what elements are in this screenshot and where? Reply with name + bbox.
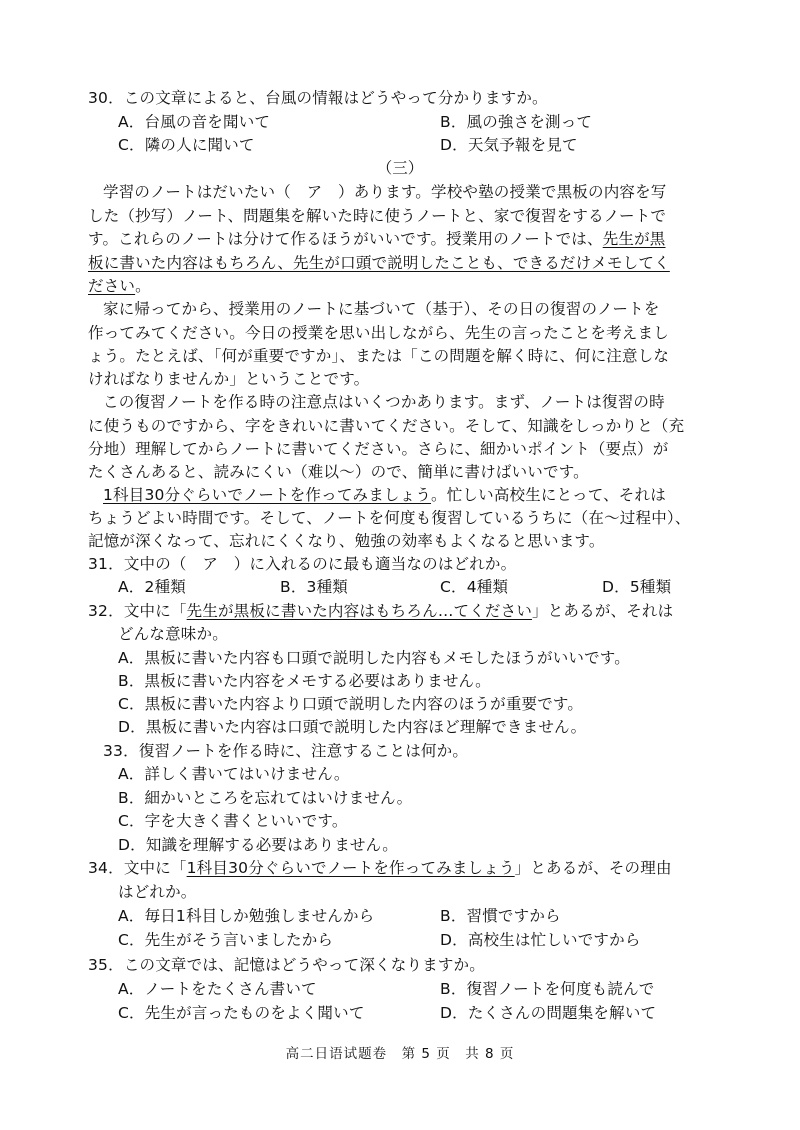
question-31-option-b: B．3種類 — [280, 578, 348, 596]
question-31-option-d: D．5種類 — [602, 578, 672, 596]
question-34-stem-line-2: はどれか。 — [118, 883, 197, 901]
passage-line — [88, 228, 666, 250]
passage-line — [88, 275, 151, 297]
question-34-option-a: A．毎日1科目しか勉強しませんから — [118, 907, 375, 925]
question-35-stem: 35．この文章では、記憶はどうやって深くなりますか。 — [88, 956, 485, 974]
question-30-option-a: A．台風の音を聞いて — [118, 113, 271, 131]
question-35-option-a: A．ノートをたくさん書いて — [118, 980, 317, 998]
passage-line: ちょうどよい時間です。そして、ノートを何度も復習しているうちに（在～过程中）、 — [88, 509, 691, 527]
question-35-option-c: C．先生が言ったものをよく聞いて — [118, 1004, 365, 1022]
question-35-option-d: D．たくさんの問題集を解いて — [440, 1004, 657, 1022]
question-30-option-b: B．風の強さを測って — [440, 113, 593, 131]
underlined-passage-text: ださい — [88, 277, 136, 295]
passage-line: たくさんあると、読みにくい（难以～）ので、簡単に書けばいいです。 — [88, 463, 589, 481]
passage-line: ければなりませんか」ということです。 — [88, 370, 370, 388]
question-33-option-c: C．字を大きく書くといいです。 — [118, 812, 348, 830]
question-34-option-d: D．高校生は忙しいですから — [440, 931, 641, 949]
page-footer: 高二日语试题卷 第 5 页 共 8 页 — [285, 1046, 515, 1062]
passage-line: この復習ノートを作る時の注意点はいくつかあります。まず、ノートは復習の時 — [103, 393, 665, 411]
question-text: 」とあるが、それは — [532, 602, 674, 620]
passage-line: 学習のノートはだいたい（ ア ）あります。学校や塾の授業で黒板の内容を写 — [103, 183, 667, 201]
passage-line: 記憶が深くなって、忘れにくくなり、勉強の効率もよくなると思います。 — [88, 532, 605, 550]
question-34-option-b: B．習慣ですから — [440, 907, 561, 925]
passage-3-heading: （三） — [376, 159, 424, 177]
passage-text: 。 — [135, 277, 151, 295]
question-text: 」とあるが、その理由 — [514, 859, 672, 877]
question-32-option-a: A．黒板に書いた内容も口頭で説明した内容もメモしたほうがいいです。 — [118, 649, 630, 667]
passage-line: 家に帰ってから、授業用のノートに基づいて（基于）、その日の復習のノートを — [103, 300, 660, 318]
passage-line — [103, 484, 666, 506]
underlined-passage-text: 先生が黒 — [602, 230, 666, 248]
question-32-stem — [88, 600, 673, 622]
passage-line: した（抄写）ノート、問題集を解いた時に使うノートと、家で復習をするノートで — [88, 207, 667, 225]
question-32-option-d: D．黒板に書いた内容は口頭で説明した内容ほど理解できません。 — [118, 718, 587, 736]
passage-line: 分地）理解してからノートに書いてください。さらに、細かいポイント（要点）が — [88, 440, 669, 458]
question-32-option-b: B．黒板に書いた内容をメモする必要はありません。 — [118, 672, 491, 690]
question-31-stem: 31．文中の（ ア ）に入れるのに最も適当なのはどれか。 — [88, 555, 517, 573]
passage-line: に使うものですから、字をきれいに書いてください。そして、知識をしっかりと（充 — [88, 417, 685, 435]
underlined-quote: 1科目30分ぐらいでノートを作ってみましょう — [186, 859, 515, 877]
question-34-option-c: C．先生がそう言いましたから — [118, 931, 334, 949]
question-30-stem: 30．この文章によると、台風の情報はどうやって分かりますか。 — [88, 89, 548, 107]
question-30-option-d: D．天気予報を見て — [440, 136, 578, 154]
question-35-option-b: B．復習ノートを何度も読んで — [440, 980, 655, 998]
passage-line: 作ってみてください。今日の授業を思い出しながら、先生の言ったことを考えまし — [88, 324, 669, 342]
underlined-passage-line: 板に書いた内容はもちろん、先生が口頭で説明したことも、できるだけメモしてく — [88, 254, 670, 272]
passage-line: ょう。たとえば、「何が重要ですか」、または「この問題を解く時に、何に注意しな — [88, 347, 670, 365]
question-34-stem — [88, 857, 672, 879]
underlined-passage-text: 1科目30分ぐらいでノートを作ってみましょう — [103, 486, 432, 504]
question-32-option-c: C．黒板に書いた内容より口頭で説明した内容のほうが重要です。 — [118, 695, 584, 713]
question-33-option-b: B．細かいところを忘れてはいけません。 — [118, 789, 413, 807]
passage-text: す。これらのノートは分けて作るほうがいいです。授業用のノートでは、 — [88, 230, 603, 248]
question-31-option-a: A．2種類 — [118, 578, 186, 596]
question-text: 32．文中に「 — [88, 602, 187, 620]
question-32-stem-line-2: どんな意味か。 — [118, 625, 228, 643]
question-33-option-a: A．詳しく書いてはいけません。 — [118, 765, 350, 783]
passage-text: 。忙しい高校生にとって、それは — [431, 486, 666, 504]
question-33-stem: 33．復習ノートを作る時に、注意することは何か。 — [103, 742, 469, 760]
question-text: 34．文中に「 — [88, 859, 187, 877]
question-30-option-c: C．隣の人に聞いて — [118, 136, 255, 154]
underlined-quote: 先生が黒板に書いた内容はもちろん…てください — [186, 602, 533, 620]
question-31-option-c: C．4種類 — [440, 578, 509, 596]
question-33-option-d: D．知識を理解する必要はありません。 — [118, 836, 398, 854]
